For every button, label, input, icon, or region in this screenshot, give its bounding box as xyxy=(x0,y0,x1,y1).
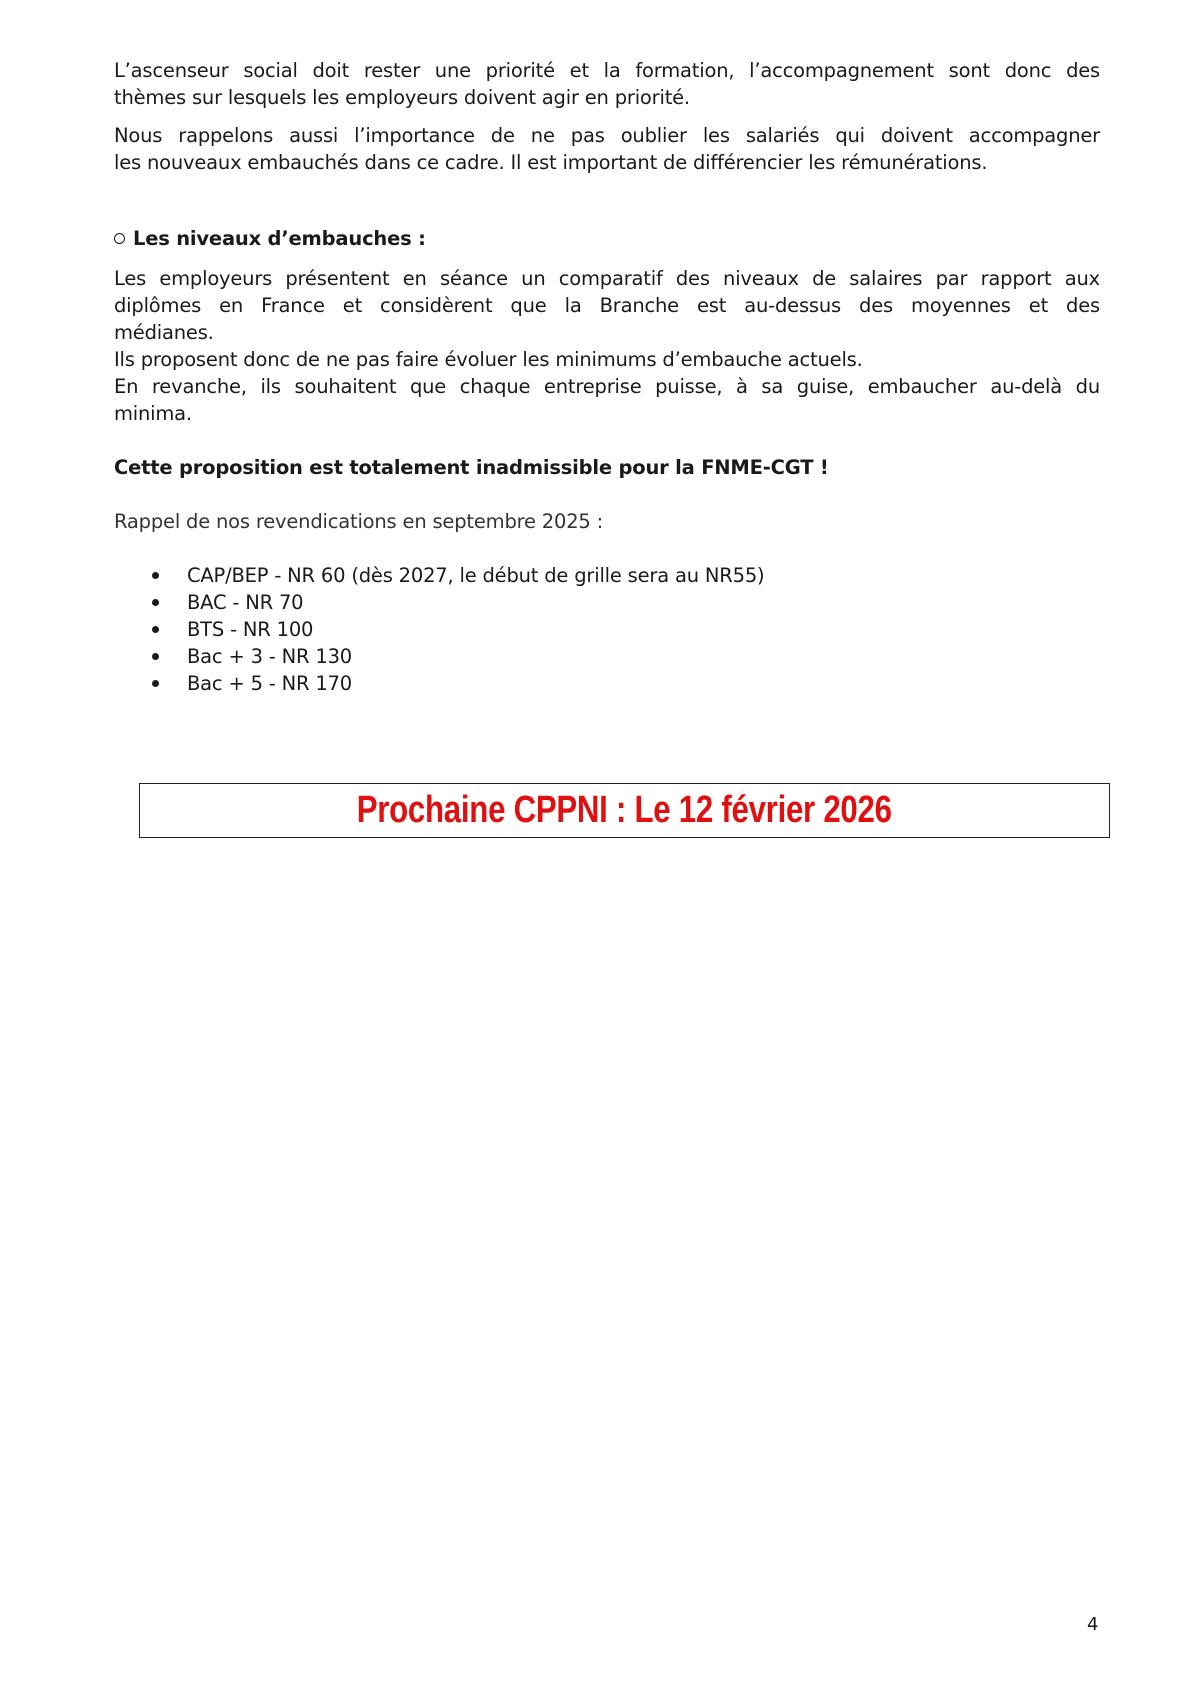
section-body-line-5: En revanche, ils souhaitent que chaque entreprise puisse, à sa guise, embaucher au-delà du xyxy=(114,375,1100,398)
section-body-line-3: médianes. xyxy=(114,321,214,344)
demand-item: BTS - NR 100 xyxy=(187,618,314,641)
next-meeting-callout xyxy=(139,783,1110,838)
demand-item: Bac + 5 - NR 170 xyxy=(187,672,352,695)
section-body-line-4: Ils proposent donc de ne pas faire évoluer les minimums d’embauche actuels. xyxy=(114,348,863,371)
bullet-icon xyxy=(152,599,159,606)
section-body-line-2: diplômes en France et considèrent que la Branche est au-dessus des moyennes et des xyxy=(114,294,1100,317)
demand-item: Bac + 3 - NR 130 xyxy=(187,645,352,668)
hollow-circle-bullet-icon xyxy=(114,233,125,244)
section-heading-text: Les niveaux d’embauches : xyxy=(133,227,426,250)
paragraph-1-line-2: thèmes sur lesquels les employeurs doivent agir en priorité. xyxy=(114,86,690,109)
statement-text: Cette proposition est totalement inadmissible pour la FNME-CGT ! xyxy=(114,456,829,479)
bullet-icon xyxy=(152,572,159,579)
paragraph-1-line-1: L’ascenseur social doit rester une priorité et la formation, l’accompagnement sont donc des xyxy=(114,59,1100,82)
next-meeting-text: Prochaine CPPNI : Le 12 février 2026 xyxy=(357,789,892,831)
demand-item: BAC - NR 70 xyxy=(187,591,304,614)
bullet-icon xyxy=(152,653,159,660)
paragraph-2-line-1: Nous rappelons aussi l’importance de ne pas oublier les salariés qui doivent accompagner xyxy=(114,124,1100,147)
page-number: 4 xyxy=(1087,1614,1099,1635)
section-body-line-1: Les employeurs présentent en séance un comparatif des niveaux de salaires par rapport aux xyxy=(114,267,1100,290)
paragraph-2-line-2: les nouveaux embauchés dans ce cadre. Il est important de différencier les rémunérations. xyxy=(114,151,988,174)
section-body-line-6: minima. xyxy=(114,402,192,425)
section-heading xyxy=(114,225,1100,252)
bullet-icon xyxy=(152,680,159,687)
reminder-text: Rappel de nos revendications en septembre 2025 : xyxy=(114,510,604,533)
demand-item: CAP/BEP - NR 60 (dès 2027, le début de grille sera au NR55) xyxy=(187,564,765,587)
bullet-icon xyxy=(152,626,159,633)
